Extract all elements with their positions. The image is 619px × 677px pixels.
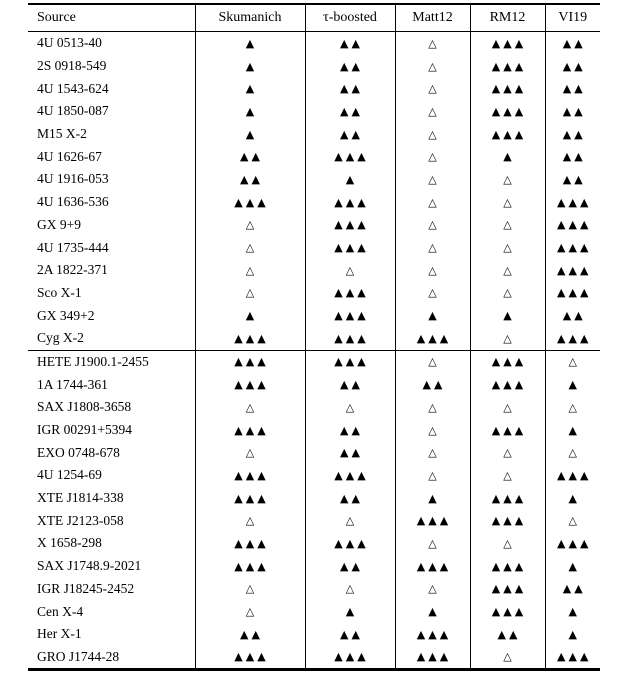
rating-cell: ▲▲ (545, 100, 600, 123)
table-row (28, 282, 600, 305)
source-cell: 4U 1850-087 (37, 103, 109, 119)
rating-cell: ▲▲ (305, 373, 395, 396)
rating-cell: ▲▲ (545, 304, 600, 327)
rating-cell: △ (195, 600, 305, 623)
rating-cell: △ (305, 509, 395, 532)
source-cell: Cen X-4 (37, 603, 84, 619)
rating-cell: ▲▲▲ (195, 419, 305, 442)
rating-cell: ▲▲▲ (305, 191, 395, 214)
source-cell: XTE J1814-338 (37, 490, 124, 506)
rating-cell: △ (470, 236, 545, 259)
source-cell: Her X-1 (37, 626, 82, 642)
source-cell: 2S 0918-549 (37, 58, 107, 74)
rating-cell: ▲ (195, 77, 305, 100)
rating-cell: △ (395, 168, 470, 191)
rating-cell: △ (395, 100, 470, 123)
source-cell: XTE J2123-058 (37, 512, 124, 528)
table-row (28, 555, 600, 578)
rating-cell: △ (395, 578, 470, 601)
source-cell: GX 349+2 (37, 307, 95, 323)
rating-cell: ▲▲ (545, 168, 600, 191)
rating-cell: △ (395, 259, 470, 282)
rating-cell: ▲▲ (305, 487, 395, 510)
table-row (28, 327, 600, 350)
rating-cell: △ (470, 214, 545, 237)
column-header-vi19: VI19 (545, 4, 600, 32)
rating-cell: △ (395, 441, 470, 464)
rating-cell: ▲▲▲ (395, 327, 470, 350)
rating-cell: ▲▲▲ (195, 191, 305, 214)
rating-cell: ▲▲ (545, 123, 600, 146)
rating-cell: △ (395, 32, 470, 55)
rating-cell: ▲▲ (470, 623, 545, 646)
source-cell: 4U 0513-40 (37, 35, 102, 51)
rating-cell: ▲ (395, 600, 470, 623)
table-row (28, 600, 600, 623)
table-row (28, 214, 600, 237)
column-header-matt12: Matt12 (395, 4, 470, 32)
rating-cell: △ (395, 123, 470, 146)
source-cell: EXO 0748-678 (37, 444, 120, 460)
table-row (28, 236, 600, 259)
rating-cell: ▲ (305, 168, 395, 191)
rating-cell: ▲▲ (395, 373, 470, 396)
rating-cell: ▲▲▲ (305, 214, 395, 237)
rating-cell: △ (395, 214, 470, 237)
rating-cell: △ (395, 350, 470, 373)
source-cell: 4U 1543-624 (37, 80, 109, 96)
table-row (28, 55, 600, 78)
rating-cell: △ (305, 396, 395, 419)
rating-cell: ▲▲ (305, 555, 395, 578)
rating-cell: ▲ (195, 32, 305, 55)
rating-cell: △ (195, 214, 305, 237)
rating-cell: ▲▲▲ (545, 327, 600, 350)
rating-cell: ▲▲▲ (305, 304, 395, 327)
rating-cell: △ (470, 191, 545, 214)
rating-cell: ▲ (545, 373, 600, 396)
rating-cell: ▲▲▲ (305, 532, 395, 555)
rating-cell: ▲▲ (545, 578, 600, 601)
table-row (28, 646, 600, 670)
rating-cell: △ (305, 578, 395, 601)
rating-cell: ▲▲▲ (195, 464, 305, 487)
rating-cell: ▲▲ (195, 168, 305, 191)
rating-cell: ▲▲▲ (545, 236, 600, 259)
rating-cell: ▲▲▲ (195, 350, 305, 373)
rating-cell: △ (395, 282, 470, 305)
rating-cell: ▲▲ (305, 32, 395, 55)
table-row (28, 191, 600, 214)
rating-cell: ▲▲▲ (470, 55, 545, 78)
source-cell: IGR 00291+5394 (37, 422, 132, 438)
rating-cell: ▲ (545, 487, 600, 510)
source-cell: M15 X-2 (37, 126, 87, 142)
rating-cell: △ (395, 191, 470, 214)
rating-cell: ▲▲ (545, 32, 600, 55)
rating-cell: ▲▲▲ (545, 214, 600, 237)
source-cell: 4U 1626-67 (37, 148, 102, 164)
rating-cell: ▲ (195, 100, 305, 123)
rating-cell: ▲ (195, 123, 305, 146)
rating-cell: △ (470, 441, 545, 464)
rating-cell: △ (195, 259, 305, 282)
table-row (28, 350, 600, 373)
rating-cell: △ (195, 396, 305, 419)
rating-cell: △ (395, 396, 470, 419)
rating-cell: ▲▲▲ (305, 464, 395, 487)
rating-cell: ▲▲▲ (195, 532, 305, 555)
table-row (28, 578, 600, 601)
rating-cell: ▲▲▲ (395, 555, 470, 578)
rating-cell: △ (195, 441, 305, 464)
table-row (28, 464, 600, 487)
rating-cell: ▲ (545, 419, 600, 442)
rating-cell: ▲▲▲ (470, 77, 545, 100)
column-header-rm12: RM12 (470, 4, 545, 32)
source-cell: HETE J1900.1-2455 (28, 350, 195, 373)
rating-cell: ▲▲▲ (195, 327, 305, 350)
rating-cell: ▲▲ (195, 145, 305, 168)
table-row (28, 532, 600, 555)
table-row (28, 32, 600, 55)
rating-cell: ▲ (395, 304, 470, 327)
rating-cell: ▲▲▲ (305, 282, 395, 305)
rating-cell: ▲▲ (545, 77, 600, 100)
rating-cell: ▲▲▲ (395, 623, 470, 646)
rating-cell: △ (545, 350, 600, 373)
rating-cell: ▲ (195, 304, 305, 327)
rating-cell: △ (395, 145, 470, 168)
rating-cell: ▲▲▲ (195, 373, 305, 396)
table-row (28, 77, 600, 100)
rating-cell: △ (195, 578, 305, 601)
rating-cell: △ (545, 441, 600, 464)
rating-cell: △ (545, 509, 600, 532)
table-row (28, 396, 600, 419)
rating-cell: ▲▲▲ (470, 350, 545, 373)
table-row (28, 373, 600, 396)
rating-cell: △ (545, 396, 600, 419)
rating-cell: △ (395, 532, 470, 555)
rating-cell: ▲ (470, 145, 545, 168)
rating-cell: ▲▲▲ (470, 600, 545, 623)
table-row (28, 145, 600, 168)
column-header-source: Source (28, 4, 195, 32)
rating-cell: △ (305, 259, 395, 282)
header-row (28, 4, 600, 32)
rating-cell: ▲▲ (305, 77, 395, 100)
table-row (28, 123, 600, 146)
rating-cell: ▲▲▲ (470, 487, 545, 510)
rating-cell: ▲▲ (305, 441, 395, 464)
table-row (28, 441, 600, 464)
source-cell: 2A 1822-371 (37, 262, 108, 278)
rating-cell: ▲▲▲ (395, 509, 470, 532)
table-row (28, 304, 600, 327)
source-cell: Cyg X-2 (37, 330, 84, 346)
rating-cell: ▲▲▲ (395, 646, 470, 670)
rating-cell: ▲▲ (305, 419, 395, 442)
rating-cell: ▲▲▲ (545, 646, 600, 670)
source-cell: 4U 1254-69 (37, 467, 102, 483)
rating-cell: ▲▲▲ (195, 555, 305, 578)
source-cell: 4U 1735-444 (37, 239, 109, 255)
source-cell: Sco X-1 (37, 284, 82, 300)
rating-cell: ▲▲ (305, 623, 395, 646)
rating-cell: ▲▲ (305, 100, 395, 123)
rating-cell: ▲▲▲ (305, 646, 395, 670)
rating-cell: ▲▲▲ (470, 509, 545, 532)
table-row (28, 100, 600, 123)
rating-cell: △ (395, 236, 470, 259)
rating-cell: ▲▲▲ (545, 191, 600, 214)
rating-cell: △ (195, 236, 305, 259)
rating-cell: △ (470, 532, 545, 555)
source-cell: GRO J1744-28 (37, 648, 120, 664)
rating-cell: △ (395, 55, 470, 78)
rating-cell: △ (395, 77, 470, 100)
rating-cell: ▲ (545, 555, 600, 578)
rating-cell: ▲▲▲ (470, 578, 545, 601)
rating-cell: △ (470, 327, 545, 350)
rating-cell: ▲▲▲ (545, 464, 600, 487)
table-row (28, 623, 600, 646)
rating-cell: ▲▲▲ (305, 145, 395, 168)
rating-cell: ▲ (305, 600, 395, 623)
rating-cell: △ (195, 509, 305, 532)
rating-cell: ▲▲▲ (470, 32, 545, 55)
rating-cell: △ (395, 464, 470, 487)
source-cell: SAX J1748.9-2021 (37, 558, 142, 574)
source-cell: 4U 1916-053 (37, 171, 109, 187)
rating-cell: ▲▲▲ (195, 487, 305, 510)
table-row (28, 419, 600, 442)
source-cell: X 1658-298 (37, 535, 102, 551)
rating-cell: ▲▲▲ (545, 532, 600, 555)
rating-cell: ▲▲▲ (305, 327, 395, 350)
rating-cell: ▲▲▲ (305, 236, 395, 259)
rating-cell: △ (395, 419, 470, 442)
rating-cell: ▲▲ (195, 623, 305, 646)
rating-cell: ▲ (470, 304, 545, 327)
source-cell: 1A 1744-361 (37, 376, 108, 392)
table-row (28, 259, 600, 282)
rating-cell: △ (470, 396, 545, 419)
column-header-skumanich: Skumanich (195, 4, 305, 32)
rating-cell: ▲▲▲ (470, 373, 545, 396)
rating-cell: ▲▲▲ (305, 350, 395, 373)
table-body (28, 32, 600, 670)
table-row (28, 487, 600, 510)
rating-cell: ▲ (545, 623, 600, 646)
source-cell: SAX J1808-3658 (37, 399, 132, 415)
rating-cell: ▲ (195, 55, 305, 78)
table-row (28, 509, 600, 532)
rating-cell: ▲▲ (305, 123, 395, 146)
rating-cell: △ (195, 282, 305, 305)
rating-cell: ▲▲▲ (470, 555, 545, 578)
source-rating-table (28, 3, 600, 671)
rating-cell: ▲▲▲ (470, 100, 545, 123)
table-row (28, 168, 600, 191)
column-header-tau-boosted: τ-boosted (305, 4, 395, 32)
rating-cell: △ (470, 282, 545, 305)
rating-cell: ▲▲▲ (470, 123, 545, 146)
rating-cell: ▲ (395, 487, 470, 510)
source-cell: 4U 1636-536 (37, 194, 109, 210)
rating-cell: ▲▲ (545, 55, 600, 78)
rating-cell: ▲▲▲ (545, 259, 600, 282)
rating-cell: ▲▲ (305, 55, 395, 78)
rating-cell: △ (470, 646, 545, 670)
source-cell: GX 9+9 (37, 216, 81, 232)
rating-cell: ▲▲▲ (195, 646, 305, 670)
rating-cell: △ (470, 259, 545, 282)
source-cell: IGR J18245-2452 (37, 580, 135, 596)
rating-cell: ▲▲ (545, 145, 600, 168)
rating-cell: △ (470, 464, 545, 487)
rating-cell: ▲▲▲ (470, 419, 545, 442)
rating-cell: ▲▲▲ (545, 282, 600, 305)
rating-cell: △ (470, 168, 545, 191)
rating-cell: ▲ (545, 600, 600, 623)
